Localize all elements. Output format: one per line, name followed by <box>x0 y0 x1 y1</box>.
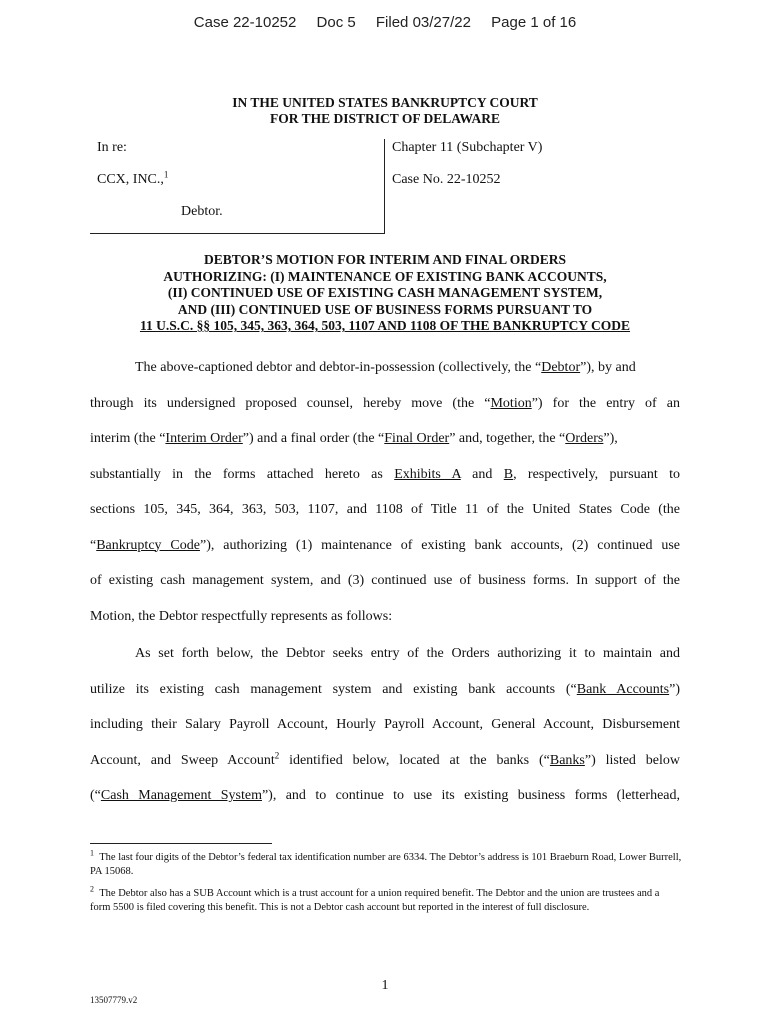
defined-term-final-order: Final Order <box>384 431 450 446</box>
p2-line-2 <box>90 681 680 699</box>
p1-line-5: sections 105, 345, 364, 363, 503, 1107, and 1108 of Title 11 of the United States Code (the <box>90 502 680 517</box>
chapter-label: Chapter 11 (Subchapter V) <box>392 140 543 155</box>
defined-term-bankruptcy-code: Bankruptcy Code <box>96 537 200 553</box>
court-line-2: FOR THE DISTRICT OF DELAWARE <box>269 111 501 126</box>
p2-text: (“ <box>90 788 101 803</box>
p1-text: ”), <box>603 431 618 446</box>
footnote-ref-1: 1 <box>163 169 169 180</box>
p1-line-6 <box>90 537 680 555</box>
debtor-name-text: CCX, INC., <box>97 172 164 187</box>
page-count: Page 1 of 16 <box>491 14 577 31</box>
footnote-1 <box>90 848 682 879</box>
p2-text: identified below, located at the banks (“ <box>279 752 550 768</box>
p2-text: ”) <box>669 681 681 697</box>
footnote-2-number: 2 <box>90 884 94 894</box>
p1-line-3 <box>90 430 680 448</box>
p1-text: ”) for the entry of an <box>531 395 680 411</box>
exhibit-a-ref: Exhibits A <box>394 466 461 482</box>
p1-text: , respectively, pursuant to <box>513 466 680 482</box>
filed-date: Filed 03/27/22 <box>375 14 471 31</box>
title-line-4: AND (III) CONTINUED USE OF BUSINESS FORMS PURSUANT TO <box>177 301 593 317</box>
title-line-3: (II) CONTINUED USE OF EXISTING CASH MANAGEMENT SYSTEM, <box>167 285 603 300</box>
debtor-label: Debtor. <box>181 204 223 219</box>
p1-text: The above-captioned debtor and debtor-in-possession (collectively, the “ <box>135 360 542 375</box>
title-line-5: 11 U.S.C. §§ 105, 345, 363, 364, 503, 1107 AND 1108 OF THE BANKRUPTCY CODE <box>139 318 631 333</box>
doc-number: Doc 5 <box>316 14 356 31</box>
p1-text: “ <box>90 537 97 553</box>
defined-term-interim-order: Interim Order <box>165 431 243 446</box>
ecf-header <box>0 14 770 31</box>
footnote-1-number: 1 <box>90 848 94 858</box>
defined-term-cash-management-system: Cash Management System <box>100 788 262 803</box>
court-line-1: IN THE UNITED STATES BANKRUPTCY COURT <box>232 95 538 110</box>
p1-line-7: of existing cash management system, and (3) continued use of business forms. In support of the <box>90 573 680 588</box>
defined-term-bank-accounts: Bank Accounts <box>576 681 670 697</box>
p2-line-1: As set forth below, the Debtor seeks entry of the Orders authorizing it to maintain and <box>135 646 680 661</box>
case-number: Case 22-10252 <box>193 14 297 31</box>
footnote-2-text: The Debtor also has a SUB Account which is a trust account for a union required benefit. The Debtor and the union are trustees and a form 5500 is filed covering this benefit. This is not a Debtor cash account but reported in the interest of full disclosure. <box>90 888 660 913</box>
p1-line-1 <box>135 359 680 377</box>
defined-term-banks: Banks <box>549 752 585 768</box>
defined-term-debtor: Debtor <box>541 360 581 375</box>
p2-text: ”), and to continue to use its existing business forms (letterhead, <box>261 788 681 803</box>
case-no-label: Case No. 22-10252 <box>392 172 501 187</box>
p1-line-8: Motion, the Debtor respectfully represents as follows: <box>90 608 393 624</box>
caption-divider-vertical <box>384 139 385 233</box>
p1-text: ”), by and <box>580 360 636 375</box>
p1-text: ”) and a final order (the “ <box>242 431 385 446</box>
footnote-ref-2: 2 <box>274 749 280 760</box>
defined-term-orders: Orders <box>565 431 604 446</box>
motion-title <box>0 252 770 335</box>
document-id: 13507779.v2 <box>90 995 138 1005</box>
p2-text: Account, and Sweep Account <box>90 752 275 768</box>
page-number: 1 <box>381 978 389 993</box>
caption-divider-horizontal <box>90 233 385 234</box>
p1-text: ”), authorizing (1) maintenance of existing bank accounts, (2) continued use <box>199 537 680 553</box>
p1-line-4 <box>90 466 680 484</box>
p1-text: interim (the “ <box>90 431 166 446</box>
p2-line-3: including their Salary Payroll Account, Hourly Payroll Account, General Account, Disbursement <box>90 717 680 732</box>
p1-line-2 <box>90 395 680 413</box>
exhibit-b-ref: B <box>503 466 514 482</box>
defined-term-motion: Motion <box>490 395 532 411</box>
title-line-2: AUTHORIZING: (I) MAINTENANCE OF EXISTING BANK ACCOUNTS, <box>163 268 607 284</box>
footnote-separator <box>90 843 272 844</box>
p1-text: ” and, together, the “ <box>449 431 566 446</box>
footnote-2 <box>90 884 682 915</box>
p2-text: utilize its existing cash management system and existing bank accounts (“ <box>90 681 577 697</box>
p1-text: substantially in the forms attached hereto as <box>90 466 395 482</box>
court-heading <box>0 95 770 127</box>
p1-text: through its undersigned proposed counsel, hereby move (the “ <box>90 395 491 411</box>
p2-text: ”) listed below <box>584 752 681 768</box>
in-re-label: In re: <box>97 140 127 155</box>
title-line-1: DEBTOR’S MOTION FOR INTERIM AND FINAL ORDERS <box>203 252 567 267</box>
debtor-name <box>97 169 169 188</box>
footnote-1-text: The last four digits of the Debtor’s federal tax identification number are 6334. The Debtor’s address is 101 Braeburn Road, Lower Burrell, PA 15068. <box>90 852 682 877</box>
p2-line-4 <box>90 749 681 770</box>
p2-line-5 <box>90 787 680 805</box>
p1-text: and <box>460 466 504 482</box>
